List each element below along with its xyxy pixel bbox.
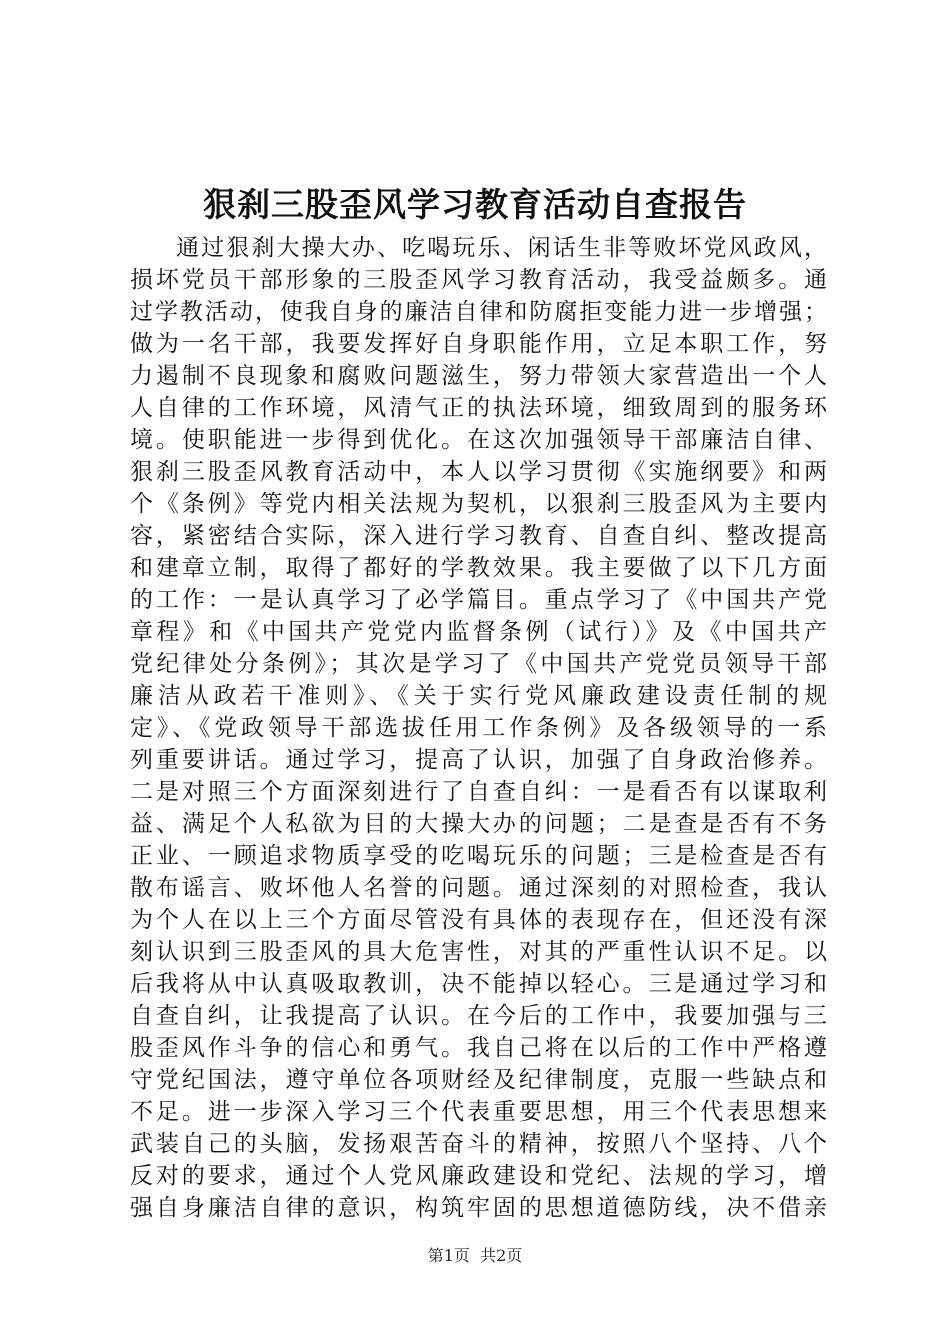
body-line: 二是对照三个方面深刻进行了自查自纠：一是看否有以谋取利 [130, 779, 827, 805]
body-line: 正业、一顾追求物质享受的吃喝玩乐的问题；三是检查是否有 [130, 843, 827, 869]
body-line: 境。使职能进一步得到优化。在这次加强领导干部廉洁自律、 [130, 427, 827, 453]
body-line: 损坏党员干部形象的三股歪风学习教育活动，我受益颇多。通 [130, 267, 827, 293]
body-line: 个《条例》等党内相关法规为契机，以狠刹三股歪风为主要内 [130, 491, 827, 517]
body-line: 益、满足个人私欲为目的大操大办的问题；二是查是否有不务 [130, 811, 827, 837]
body-line: 列重要讲话。通过学习，提高了认识，加强了自身政治修养。 [130, 747, 827, 773]
body-line: 武装自己的头脑，发扬艰苦奋斗的精神，按照八个坚持、八个 [130, 1131, 827, 1157]
body-line: 自查自纠，让我提高了认识。在今后的工作中，我要加强与三 [130, 1003, 827, 1029]
body-line: 党纪律处分条例》；其次是学习了《中国共产党党员领导干部 [130, 651, 827, 677]
body-line: 做为一名干部，我要发挥好自身职能作用，立足本职工作，努 [130, 331, 827, 357]
body-line: 散布谣言、败坏他人名誉的问题。通过深刻的对照检查，我认 [130, 875, 827, 901]
body-line: 和建章立制，取得了都好的学教效果。我主要做了以下几方面 [130, 555, 827, 581]
body-line: 过学教活动，使我自身的廉洁自律和防腐拒变能力进一步增强； [130, 299, 827, 325]
body-line: 狠刹三股歪风教育活动中，本人以学习贯彻《实施纲要》和两 [130, 459, 827, 485]
body-line: 人自律的工作环境，风清气正的执法环境，细致周到的服务环 [130, 395, 827, 421]
body-line: 章程》和《中国共产党党内监督条例（试行）》及《中国共产 [130, 619, 827, 645]
body-line: 股歪风作斗争的信心和勇气。我自己将在以后的工作中严格遵 [130, 1035, 827, 1061]
page-number: 第1页 共2页 [427, 1246, 523, 1265]
body-line: 刻认识到三股歪风的具大危害性，对其的严重性认识不足。以 [130, 939, 827, 965]
body-line: 的工作：一是认真学习了必学篇目。重点学习了《中国共产党 [130, 587, 827, 613]
body-line: 容，紧密结合实际，深入进行学习教育、自查自纠、整改提高 [130, 523, 827, 549]
body-line: 反对的要求，通过个人党风廉政建设和党纪、法规的学习，增 [130, 1163, 827, 1189]
body-line: 不足。进一步深入学习三个代表重要思想，用三个代表思想来 [130, 1099, 827, 1125]
body-line: 定》、《党政领导干部选拔任用工作条例》及各级领导的一系 [130, 715, 827, 741]
body-line: 通过狠刹大操大办、吃喝玩乐、闲话生非等败坏党风政风， [176, 235, 827, 261]
page-footer [0, 1244, 950, 1268]
body-line: 守党纪国法，遵守单位各项财经及纪律制度，克服一些缺点和 [130, 1067, 827, 1093]
body-line: 为个人在以上三个方面尽管没有具体的表现存在，但还没有深 [130, 907, 827, 933]
body-line: 后我将从中认真吸取教训，决不能掉以轻心。三是通过学习和 [130, 971, 827, 997]
body-line: 廉洁从政若干准则》、《关于实行党风廉政建设责任制的规 [130, 683, 827, 709]
body-line: 力遏制不良现象和腐败问题滋生，努力带领大家营造出一个人 [130, 363, 827, 389]
document-body [130, 232, 827, 1224]
document-title: 狠刹三股歪风学习教育活动自查报告 [203, 185, 747, 224]
body-line: 强自身廉洁自律的意识，构筑牢固的思想道德防线，决不借亲 [130, 1195, 827, 1221]
